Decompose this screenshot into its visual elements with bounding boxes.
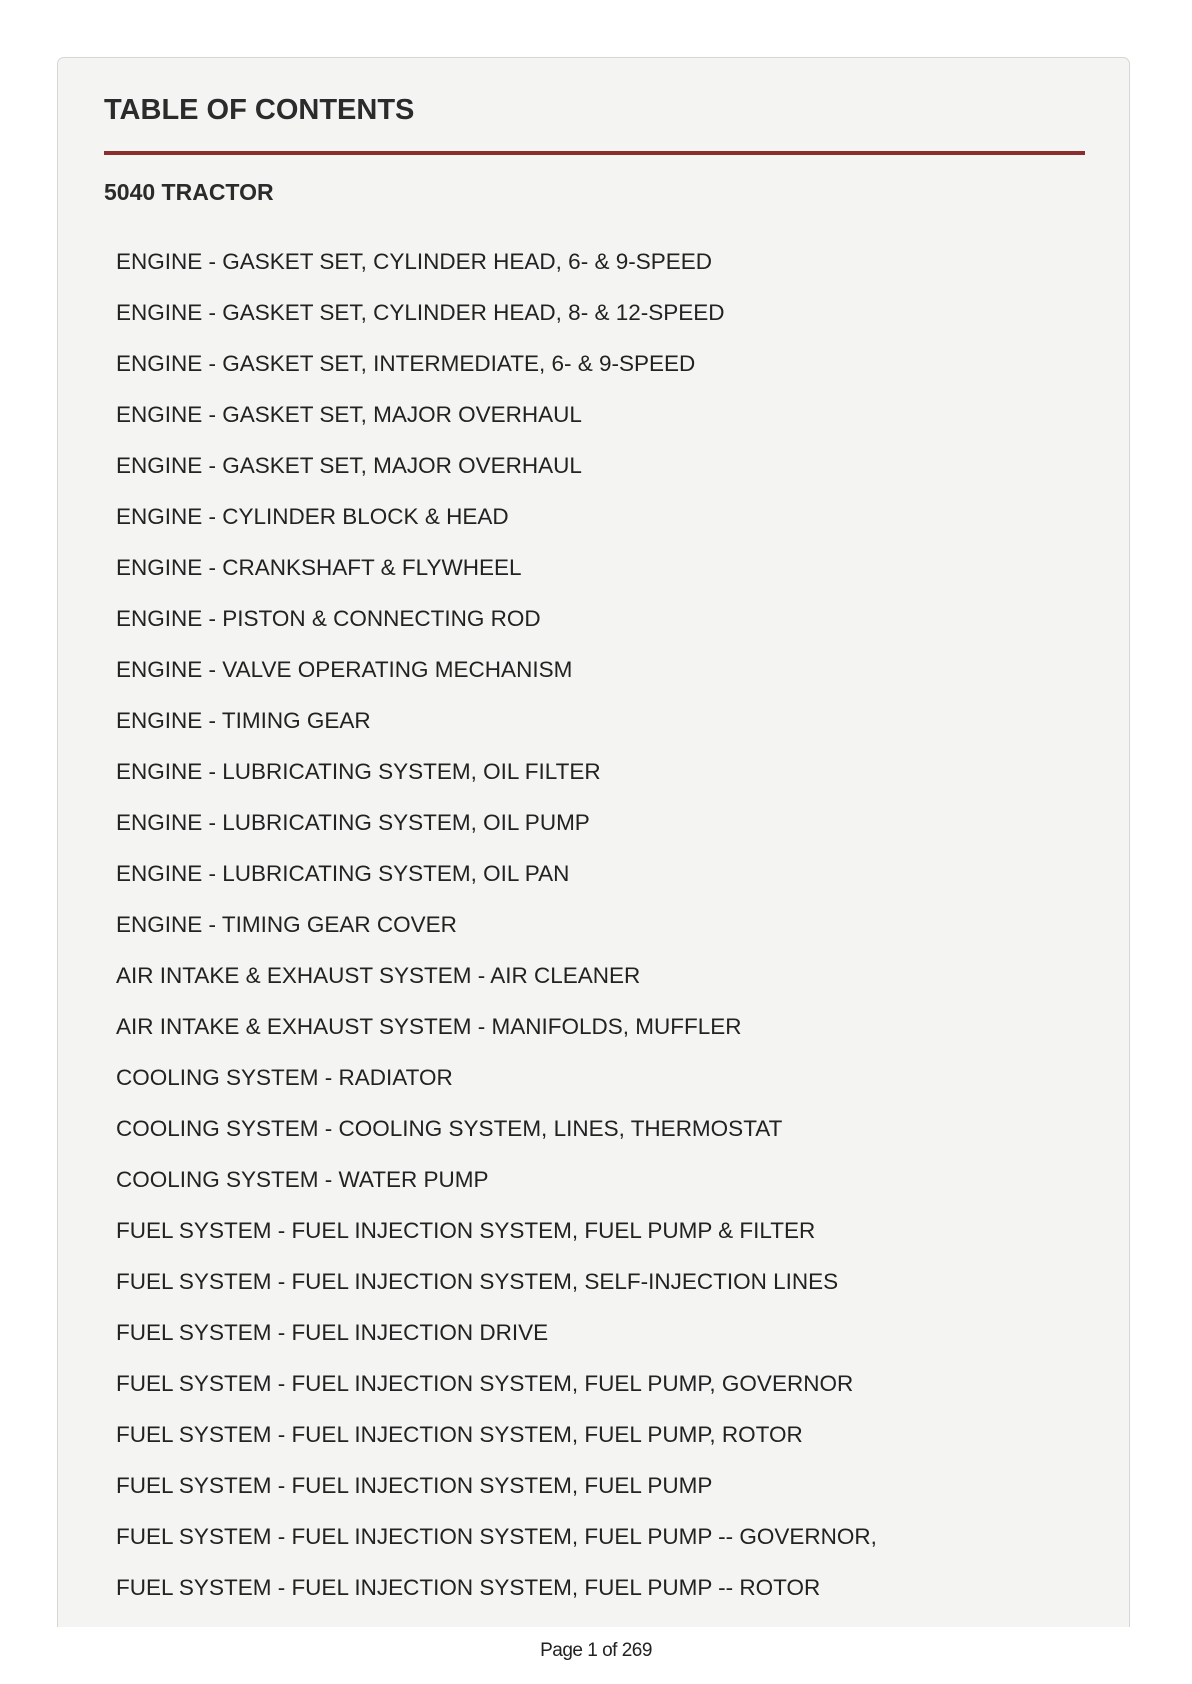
- toc-entry[interactable]: ENGINE - GASKET SET, INTERMEDIATE, 6- & 9-SPEED: [116, 351, 696, 376]
- toc-entry[interactable]: ENGINE - PISTON & CONNECTING ROD: [116, 606, 541, 631]
- toc-entry[interactable]: ENGINE - LUBRICATING SYSTEM, OIL FILTER: [116, 759, 601, 784]
- page-title: TABLE OF CONTENTS: [104, 94, 415, 126]
- toc-entry[interactable]: FUEL SYSTEM - FUEL INJECTION DRIVE: [116, 1320, 549, 1345]
- toc-entry[interactable]: FUEL SYSTEM - FUEL INJECTION SYSTEM, FUEL PUMP: [116, 1473, 713, 1498]
- toc-entry[interactable]: FUEL SYSTEM - FUEL INJECTION SYSTEM, FUEL PUMP, ROTOR: [116, 1422, 803, 1447]
- section-heading: 5040 TRACTOR: [104, 179, 274, 205]
- toc-entry[interactable]: ENGINE - GASKET SET, MAJOR OVERHAUL: [116, 453, 582, 478]
- toc-entry[interactable]: FUEL SYSTEM - FUEL INJECTION SYSTEM, FUEL PUMP, GOVERNOR: [116, 1371, 854, 1396]
- toc-entry[interactable]: AIR INTAKE & EXHAUST SYSTEM - MANIFOLDS, MUFFLER: [116, 1014, 742, 1039]
- toc-entry[interactable]: FUEL SYSTEM - FUEL INJECTION SYSTEM, FUEL PUMP -- GOVERNOR,: [116, 1524, 877, 1549]
- toc-panel: [57, 57, 1130, 1627]
- toc-entry[interactable]: ENGINE - GASKET SET, CYLINDER HEAD, 6- & 9-SPEED: [116, 249, 712, 274]
- toc-entry[interactable]: AIR INTAKE & EXHAUST SYSTEM - AIR CLEANER: [116, 963, 641, 988]
- page-footer: Page 1 of 269: [540, 1640, 652, 1661]
- toc-entry[interactable]: ENGINE - GASKET SET, MAJOR OVERHAUL: [116, 402, 582, 427]
- toc-entry[interactable]: ENGINE - GASKET SET, CYLINDER HEAD, 8- & 12-SPEED: [116, 300, 725, 325]
- toc-entry[interactable]: COOLING SYSTEM - COOLING SYSTEM, LINES, THERMOSTAT: [116, 1116, 783, 1141]
- toc-list: [116, 249, 877, 1626]
- title-divider: [104, 151, 1085, 155]
- toc-entry[interactable]: COOLING SYSTEM - WATER PUMP: [116, 1167, 489, 1192]
- toc-entry[interactable]: COOLING SYSTEM - RADIATOR: [116, 1065, 453, 1090]
- toc-entry[interactable]: ENGINE - TIMING GEAR: [116, 708, 371, 733]
- toc-entry[interactable]: FUEL SYSTEM - FUEL INJECTION SYSTEM, FUEL PUMP & FILTER: [116, 1218, 816, 1243]
- toc-entry[interactable]: ENGINE - VALVE OPERATING MECHANISM: [116, 657, 573, 682]
- toc-entry[interactable]: FUEL SYSTEM - FUEL INJECTION SYSTEM, SELF-INJECTION LINES: [116, 1269, 839, 1294]
- toc-entry[interactable]: ENGINE - LUBRICATING SYSTEM, OIL PUMP: [116, 810, 590, 835]
- toc-entry[interactable]: ENGINE - CRANKSHAFT & FLYWHEEL: [116, 555, 522, 580]
- toc-entry[interactable]: ENGINE - LUBRICATING SYSTEM, OIL PAN: [116, 861, 570, 886]
- toc-entry[interactable]: ENGINE - TIMING GEAR COVER: [116, 912, 457, 937]
- toc-entry[interactable]: ENGINE - CYLINDER BLOCK & HEAD: [116, 504, 509, 529]
- toc-entry[interactable]: FUEL SYSTEM - FUEL INJECTION SYSTEM, FUEL PUMP -- ROTOR: [116, 1575, 821, 1600]
